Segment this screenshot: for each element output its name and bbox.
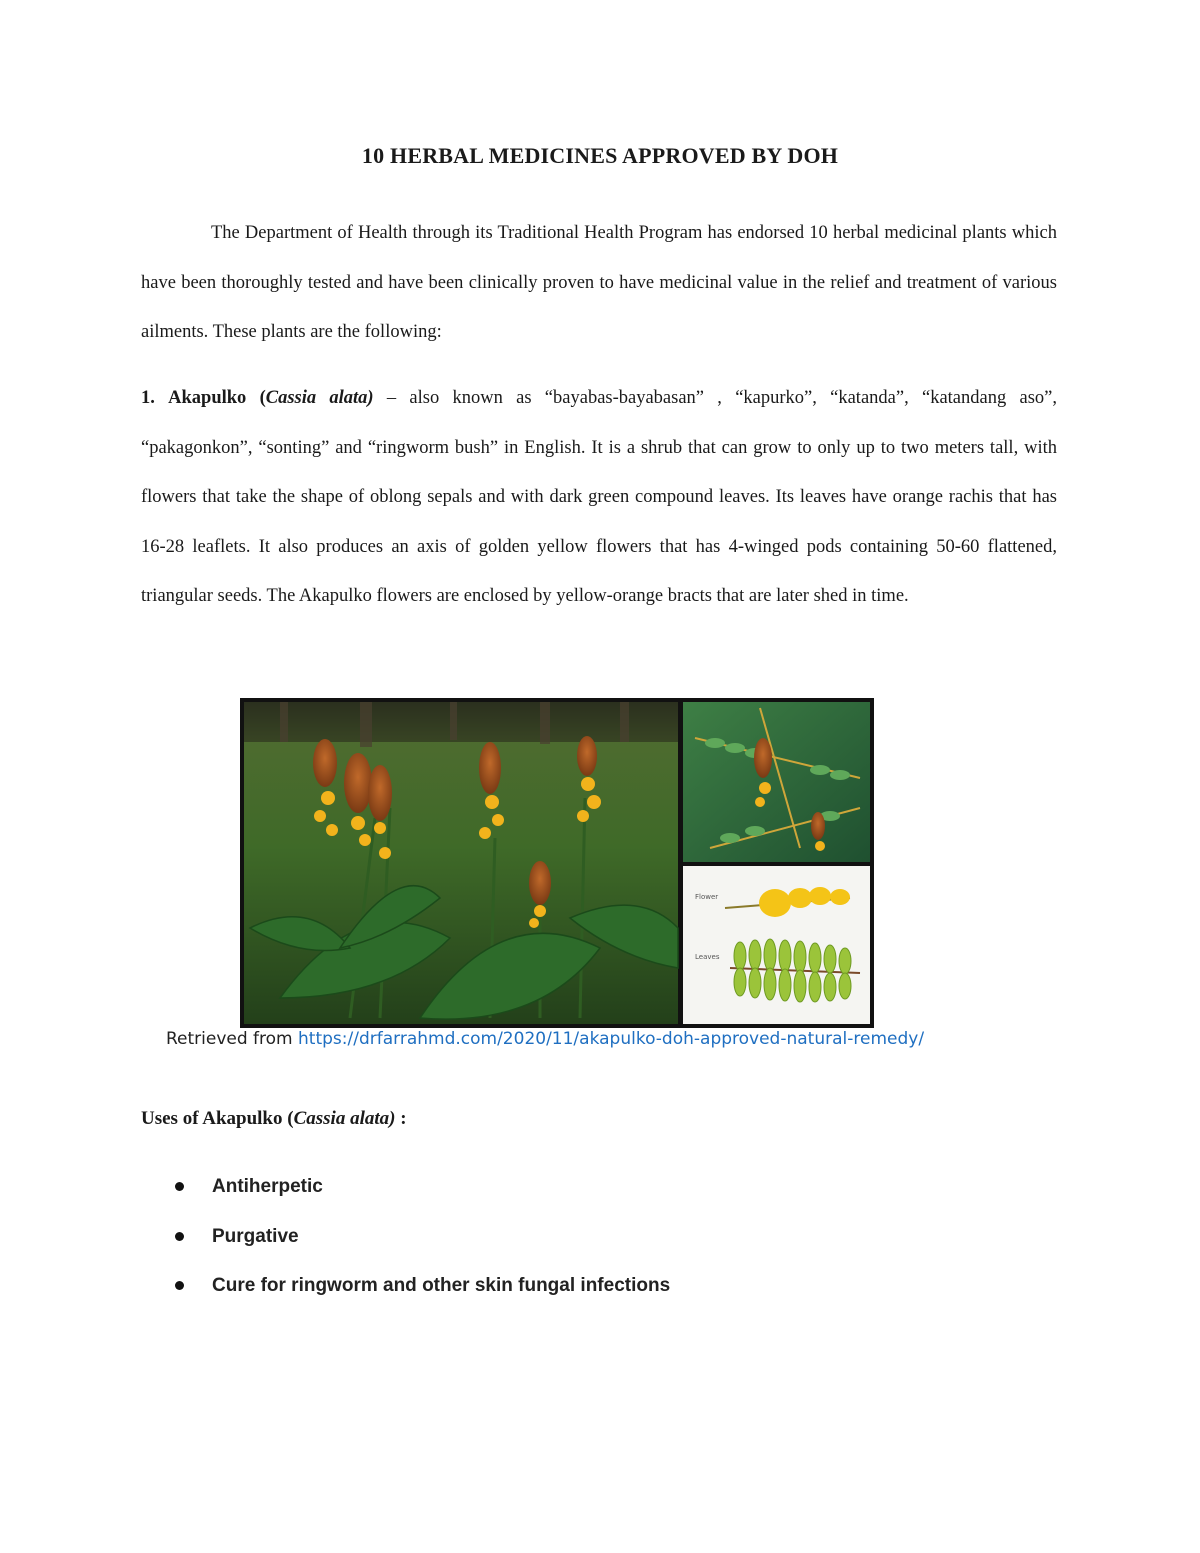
list-item <box>172 1218 670 1268</box>
akapulko-paren: ( <box>246 388 266 408</box>
leaf-photo <box>683 702 870 862</box>
intro-paragraph <box>141 209 1057 358</box>
use-item-text: Antiherpetic <box>212 1176 323 1197</box>
bullet-icon <box>175 1232 184 1241</box>
page-title: 10 HERBAL MEDICINES APPROVED BY DOH <box>361 143 839 168</box>
list-item <box>172 1168 670 1218</box>
diagram-label-leaves: Leaves <box>695 953 720 961</box>
akapulko-paragraph <box>141 374 1057 622</box>
caption-prefix: Retrieved from <box>166 1029 299 1049</box>
image-source-caption <box>166 1029 924 1049</box>
uses-heading <box>141 1108 407 1130</box>
list-item <box>172 1267 670 1317</box>
field-photo <box>244 702 678 1024</box>
source-link[interactable]: https://drfarrahmd.com/2020/11/akapulko-doh-approved-natural-remedy/ <box>298 1029 925 1049</box>
use-item-text: Cure for ringworm and other skin fungal infections <box>212 1275 671 1296</box>
botanical-diagram <box>683 866 870 1024</box>
collage-svg <box>240 698 874 1028</box>
uses-list <box>172 1168 670 1317</box>
akapulko-scientific-name: Cassia alata) <box>265 388 374 408</box>
uses-heading-scientific: Cassia alata) <box>293 1108 396 1129</box>
diagram-label-flower: Flower <box>695 893 719 901</box>
bullet-icon <box>175 1281 184 1290</box>
uses-heading-prefix: Uses of Akapulko ( <box>141 1108 294 1129</box>
akapulko-photo-collage <box>240 698 874 1028</box>
akapulko-number: 1. <box>141 388 155 408</box>
bullet-icon <box>175 1182 184 1191</box>
akapulko-description: – also known as “bayabas-bayabasan” , “kapurko”, “katanda”, “katandang aso”, “pakagonkon”, “sonting” and “ringworm bush” in English. It is a shrub that can grow to only up to two meters tall, with flowers that take the shape of oblong sepals and with dark green compound leaves. Its leaves have orange rachis that has 16-28 leaflets. It also produces an axis of golden yellow flowers that has 4-winged pods containing 50-60 flattened, triangular seeds. The Akapulko flowers are enclosed by yellow-orange bracts that are later shed in time. <box>141 388 1057 606</box>
use-item-text: Purgative <box>212 1225 299 1247</box>
intro-text: The Department of Health through its Traditional Health Program has endorsed 10 herbal medicinal plants which have been thoroughly tested and have been clinically proven to have medicinal value in the relief and treatment of various ailments. These plants are the following: <box>141 223 1057 342</box>
uses-heading-suffix: : <box>395 1108 407 1129</box>
akapulko-name: Akapulko <box>168 388 247 408</box>
